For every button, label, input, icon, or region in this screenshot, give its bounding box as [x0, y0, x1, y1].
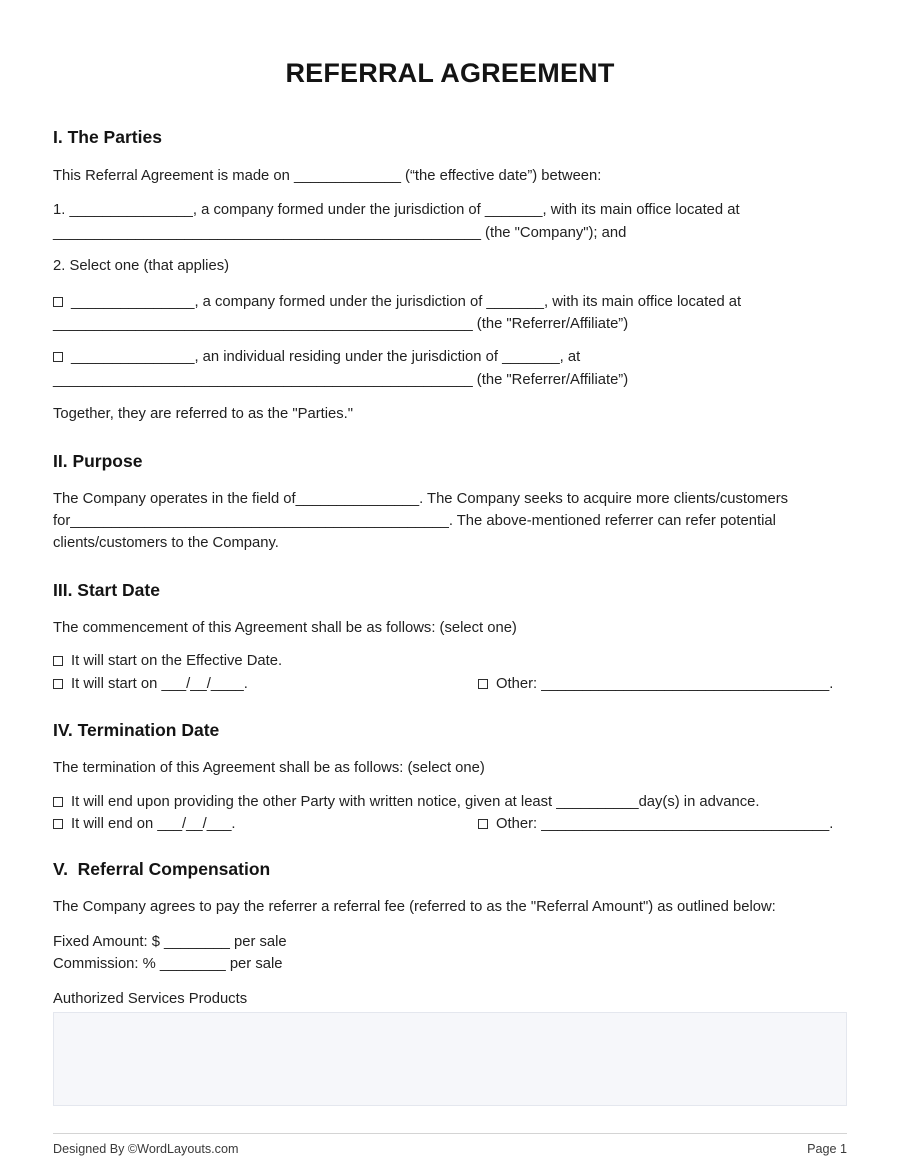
- start-other-checkbox-icon[interactable]: [478, 679, 488, 689]
- start-effective-label: It will start on the Effective Date.: [71, 653, 283, 670]
- termination-on-date-option: [53, 816, 236, 832]
- section-heading-parties: I. The Parties: [53, 127, 162, 147]
- compensation-amounts: [53, 931, 847, 976]
- parties-select-label: 2. Select one (that applies): [53, 258, 230, 275]
- section-heading-purpose: II. Purpose: [53, 450, 143, 471]
- start-other-option: [478, 673, 833, 695]
- fixed-amount-line: Fixed Amount: $ ________ per sale: [53, 933, 287, 950]
- parties-outro: Together, they are referred to as the "Parties.": [53, 406, 354, 423]
- parties-intro: This Referral Agreement is made on _____________ (“the effective date”) between:: [53, 168, 602, 184]
- referrer-company-option: [53, 291, 847, 336]
- authorized-services-box[interactable]: [53, 1012, 847, 1106]
- start-date-intro: The commencement of this Agreement shall be as follows: (select one): [53, 619, 517, 636]
- compensation-intro: The Company agrees to pay the referrer a referral fee (referred to as the "Referral Amount") as outlined below:: [53, 899, 776, 916]
- document-title: REFERRAL AGREEMENT: [285, 58, 615, 88]
- referrer-individual-checkbox-icon[interactable]: [53, 352, 63, 362]
- footer-page-number: Page 1: [807, 1142, 847, 1156]
- party-company-line2: ____________________________________________________ (the "Company"); and: [53, 224, 627, 241]
- termination-other-option: [478, 813, 833, 835]
- purpose-paragraph: [53, 488, 847, 555]
- footer: [53, 1140, 847, 1158]
- purpose-line: clients/customers to the Company.: [53, 535, 279, 552]
- purpose-line: for______________________________________________. The above-mentioned referrer can refer potential: [53, 513, 776, 530]
- section-heading-compensation: V. Referral Compensation: [53, 859, 271, 880]
- referrer-company-line1: _______________, a company formed under the jurisdiction of _______, with its main office located at: [71, 293, 742, 310]
- termination-intro: The termination of this Agreement shall be as follows: (select one): [53, 760, 485, 777]
- termination-notice-checkbox-icon[interactable]: [53, 797, 63, 807]
- referrer-individual-option: [53, 346, 847, 391]
- termination-other-label: Other: ___________________________________.: [496, 815, 834, 832]
- start-on-date-checkbox-icon[interactable]: [53, 679, 63, 689]
- start-other-label: Other: ___________________________________.: [496, 675, 834, 692]
- party-company-block: [53, 199, 847, 244]
- referrer-company-checkbox-icon[interactable]: [53, 297, 63, 307]
- referrer-individual-line2: ___________________________________________________ (the "Referrer/Affiliate”): [53, 371, 629, 388]
- start-date-option-row: [53, 673, 847, 695]
- referrer-company-line2: ___________________________________________________ (the "Referrer/Affiliate”): [53, 316, 629, 333]
- referrer-individual-line1: _______________, an individual residing under the jurisdiction of _______, at: [71, 349, 581, 366]
- termination-on-date-label: It will end on ___/__/___.: [71, 815, 236, 832]
- termination-other-checkbox-icon[interactable]: [478, 819, 488, 829]
- termination-notice-label: It will end upon providing the other Party with written notice, given at least __________day(s) in advance.: [71, 793, 760, 810]
- termination-option-row: [53, 813, 847, 835]
- termination-notice-option: [53, 791, 847, 813]
- section-heading-termination: IV. Termination Date: [53, 720, 220, 741]
- commission-line: Commission: % ________ per sale: [53, 956, 283, 973]
- start-on-date-label: It will start on ___/__/____.: [71, 675, 248, 692]
- party-company-line1: 1. _______________, a company formed under the jurisdiction of _______, with its main office located at: [53, 202, 740, 219]
- start-on-date-option: [53, 676, 248, 692]
- section-heading-start-date: III. Start Date: [53, 579, 160, 600]
- start-effective-option: [53, 650, 847, 672]
- footer-divider: [53, 1133, 847, 1134]
- start-effective-checkbox-icon[interactable]: [53, 656, 63, 666]
- authorized-services-label: Authorized Services Products: [53, 990, 248, 1007]
- termination-on-date-checkbox-icon[interactable]: [53, 819, 63, 829]
- purpose-line: The Company operates in the field of_______________. The Company seeks to acquire more clients/customers: [53, 490, 789, 507]
- footer-designed-by: Designed By ©WordLayouts.com: [53, 1142, 239, 1156]
